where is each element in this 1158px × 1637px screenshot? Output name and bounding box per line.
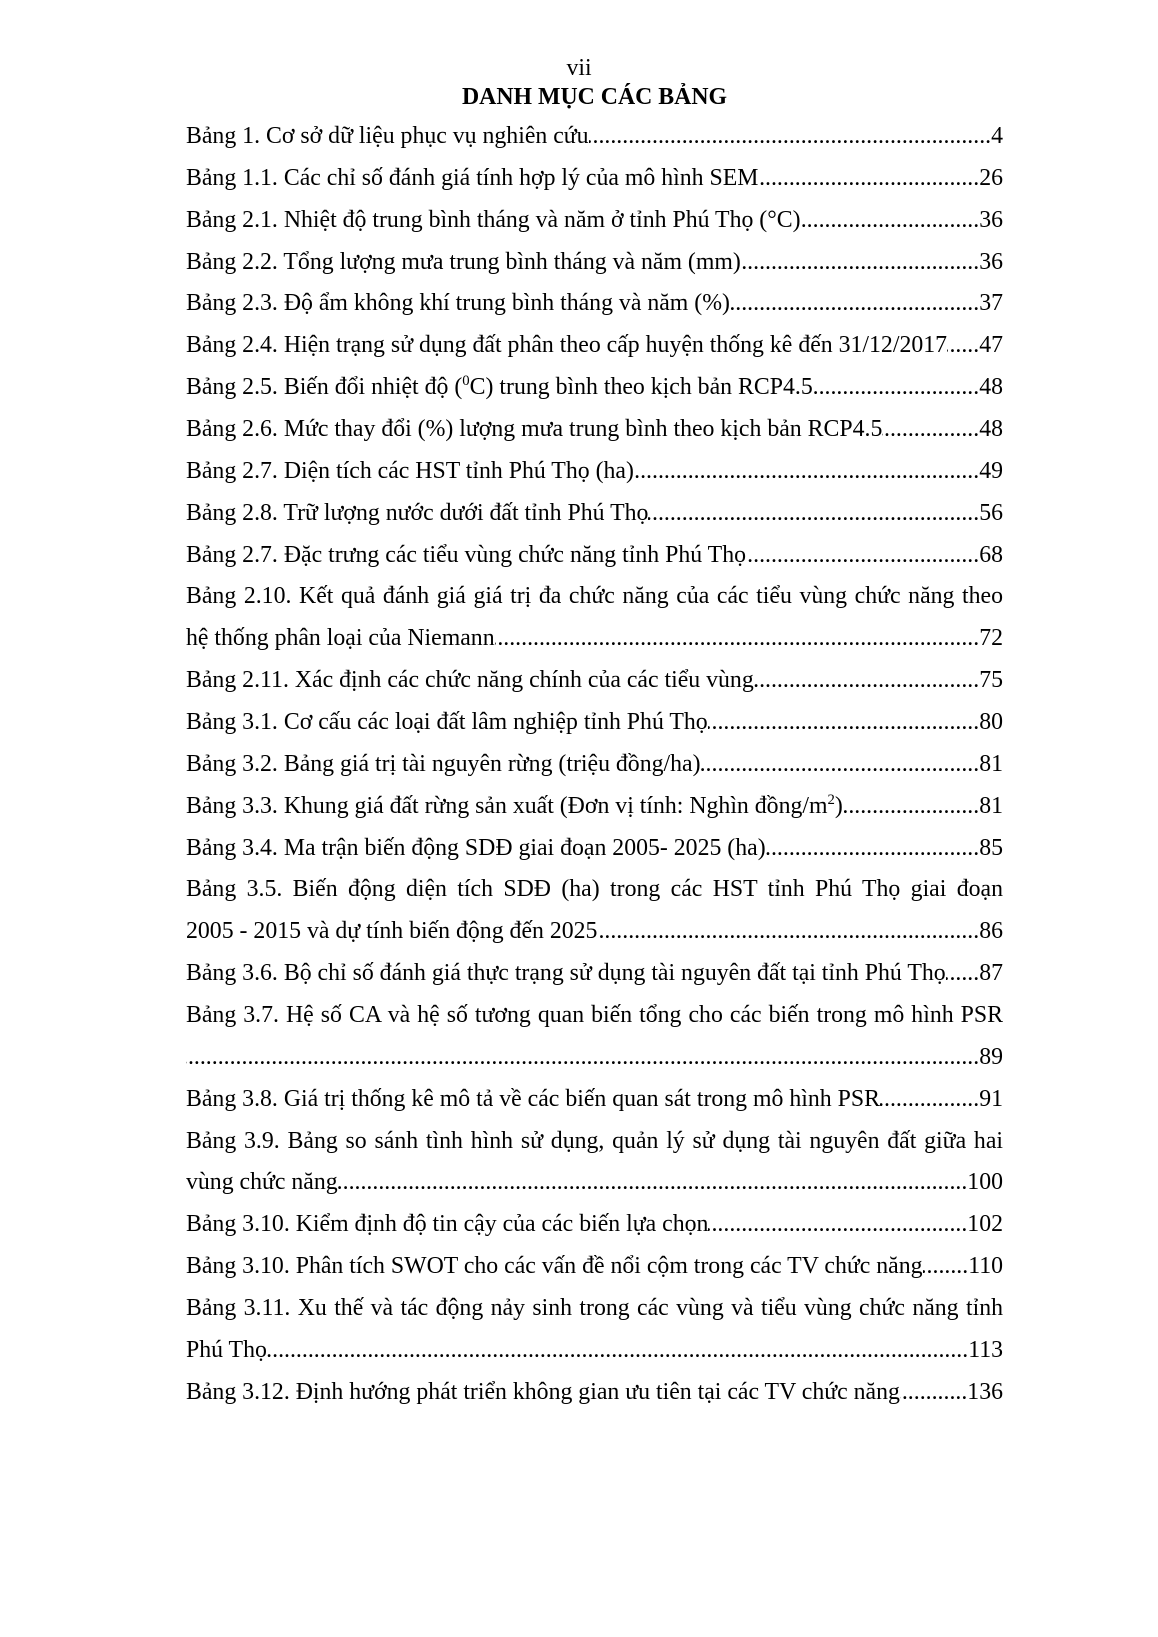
superscript: 2 <box>827 791 835 808</box>
entry-line <box>186 576 1003 618</box>
entry-line <box>186 409 1003 451</box>
toc-entry <box>186 1288 1003 1372</box>
entry-title-text <box>186 1372 900 1414</box>
entry-title-text <box>186 493 648 535</box>
toc-entry <box>186 325 1003 367</box>
dot-leader <box>801 200 980 242</box>
toc-entry <box>186 869 1003 953</box>
entry-line <box>186 1204 1003 1246</box>
text-segment: 2005 - 2015 và dự tính biến động đến 2025 <box>186 918 598 945</box>
entry-line <box>186 1162 1003 1204</box>
entry-title-text <box>186 283 730 325</box>
text-segment: Bảng 1.1. Các chỉ số đánh giá tính hợp lý của mô hình SEM <box>186 164 759 191</box>
dot-leader <box>843 786 979 828</box>
entry-line <box>186 1288 1003 1330</box>
list-of-tables <box>186 116 1003 1414</box>
entry-line <box>186 116 1003 158</box>
dot-leader <box>708 702 980 744</box>
dot-leader <box>746 535 979 577</box>
toc-entry <box>186 1204 1003 1246</box>
entry-line <box>186 1330 1003 1372</box>
dot-leader <box>880 1079 979 1121</box>
toc-entry <box>186 995 1003 1079</box>
toc-entry <box>186 1121 1003 1205</box>
entry-line <box>186 1246 1003 1288</box>
entry-title-text <box>186 1162 338 1204</box>
toc-entry <box>186 158 1003 200</box>
entry-line <box>186 158 1003 200</box>
text-segment: Bảng 2.1. Nhiệt độ trung bình tháng và năm ở tỉnh Phú Thọ (°C) <box>186 206 801 233</box>
text-segment: ) <box>834 792 843 819</box>
toc-entry <box>186 535 1003 577</box>
toc-entry <box>186 828 1003 870</box>
text-segment: Bảng 1. Cơ sở dữ liệu phục vụ nghiên cứu <box>186 123 589 149</box>
page-title: DANH MỤC CÁC BẢNG <box>461 84 728 110</box>
dot-leader <box>730 283 979 325</box>
entry-title-text <box>186 744 701 786</box>
page-number: 36 <box>979 248 1003 275</box>
entry-line <box>186 200 1003 242</box>
dot-leader <box>754 660 979 702</box>
toc-entry <box>186 242 1003 284</box>
entry-title-text <box>186 1128 1003 1154</box>
toc-entry <box>186 409 1003 451</box>
dot-leader <box>597 911 979 953</box>
toc-entry <box>186 702 1003 744</box>
entry-line <box>186 660 1003 702</box>
entry-title-text <box>186 786 843 828</box>
text-segment: Bảng 3.10. Kiểm định độ tin cậy của các biến lựa chọn <box>186 1211 709 1238</box>
text-segment: Phú Thọ <box>186 1336 267 1363</box>
page-folio: vii <box>566 55 592 81</box>
entry-title-text <box>186 660 754 702</box>
entry-title-text <box>186 535 746 577</box>
entry-line <box>186 869 1003 911</box>
entry-line <box>186 1372 1003 1414</box>
entry-title-text <box>186 200 801 242</box>
page-number: 136 <box>967 1378 1003 1405</box>
text-segment: Bảng 3.5. Biến động diện tích SDĐ (ha) trong các HST tỉnh Phú Thọ giai đoạn <box>186 876 1003 903</box>
entry-title-text <box>186 242 741 284</box>
entry-line <box>186 744 1003 786</box>
toc-entry <box>186 786 1003 828</box>
dot-leader <box>495 618 980 660</box>
entry-title-text <box>186 1204 708 1246</box>
toc-entry <box>186 367 1003 409</box>
toc-entry <box>186 1372 1003 1414</box>
entry-line <box>186 1121 1003 1163</box>
entry-title-text <box>186 702 708 744</box>
text-segment: Bảng 2.5. Biến đổi nhiệt độ ( <box>186 374 463 401</box>
toc-entry <box>186 451 1003 493</box>
page-number: 85 <box>979 834 1003 861</box>
dot-leader <box>708 1204 967 1246</box>
entry-line <box>186 283 1003 325</box>
text-segment: Bảng 2.3. Độ ẩm không khí trung bình tháng và năm (%) <box>186 290 730 317</box>
entry-title-text <box>186 1079 880 1121</box>
page-number: 100 <box>967 1169 1003 1196</box>
toc-entry <box>186 744 1003 786</box>
entry-title-text <box>186 367 813 409</box>
dot-leader <box>267 1330 968 1372</box>
dot-leader <box>766 828 980 870</box>
dot-leader <box>186 1037 979 1079</box>
page-number: 26 <box>979 164 1003 191</box>
superscript: 0 <box>462 373 470 390</box>
text-segment: Bảng 3.6. Bộ chỉ số đánh giá thực trạng sử dụng tài nguyên đất tại tỉnh Phú Thọ <box>186 960 946 987</box>
dot-leader <box>634 451 979 493</box>
toc-entry <box>186 283 1003 325</box>
toc-entry <box>186 493 1003 535</box>
page-number: 37 <box>979 290 1003 317</box>
text-segment: Bảng 2.8. Trữ lượng nước dưới đất tỉnh Phú Thọ <box>186 499 649 526</box>
entry-title-text <box>186 1002 1003 1028</box>
entry-line <box>186 702 1003 744</box>
page-number: 81 <box>979 750 1003 777</box>
entry-line <box>186 451 1003 493</box>
entry-line <box>186 535 1003 577</box>
text-segment: Bảng 3.8. Giá trị thống kê mô tả về các biến quan sát trong mô hình PSR <box>186 1085 880 1112</box>
toc-entry <box>186 576 1003 660</box>
entry-line <box>186 618 1003 660</box>
toc-entry <box>186 200 1003 242</box>
page-number: 113 <box>968 1336 1003 1363</box>
text-segment: Bảng 2.7. Diện tích các HST tỉnh Phú Thọ (ha) <box>186 457 634 484</box>
text-segment: Bảng 3.1. Cơ cấu các loại đất lâm nghiệp tỉnh Phú Thọ <box>186 709 708 736</box>
entry-line <box>186 367 1003 409</box>
text-segment: Bảng 3.10. Phân tích SWOT cho các vấn đề nổi cộm trong các TV chức năng <box>186 1253 923 1280</box>
entry-title-text <box>186 451 634 493</box>
page-number: 68 <box>979 541 1003 568</box>
entry-title-text <box>186 158 758 200</box>
entry-line <box>186 911 1003 953</box>
page-number: 49 <box>979 457 1003 484</box>
entry-title-text <box>186 953 946 995</box>
page-number: 102 <box>967 1211 1003 1238</box>
text-segment: Bảng 2.6. Mức thay đổi (%) lượng mưa trung bình theo kịch bản RCP4.5 <box>186 416 883 443</box>
entry-line <box>186 1037 1003 1079</box>
entry-line <box>186 786 1003 828</box>
entry-line <box>186 242 1003 284</box>
page-number: 89 <box>979 1043 1003 1070</box>
dot-leader <box>813 367 979 409</box>
page-number: 72 <box>979 625 1003 652</box>
entry-title-text <box>186 911 597 953</box>
page-number: 87 <box>979 960 1003 987</box>
entry-line <box>186 953 1003 995</box>
page-number: 56 <box>979 499 1003 526</box>
text-segment: Bảng 3.7. Hệ số CA và hệ số tương quan biến tổng cho các biến trong mô hình PSR <box>186 1002 1003 1029</box>
dot-leader <box>758 158 979 200</box>
page-number: 4 <box>991 123 1003 149</box>
toc-entry <box>186 116 1003 158</box>
dot-leader <box>882 409 979 451</box>
dot-leader <box>648 493 979 535</box>
page-number: 110 <box>968 1253 1003 1280</box>
toc-entry <box>186 1246 1003 1288</box>
page-number: 48 <box>979 374 1003 401</box>
entry-title-text <box>186 116 589 158</box>
page-number: 36 <box>979 206 1003 233</box>
entry-title-text <box>186 1295 1003 1321</box>
entry-title-text <box>186 1330 267 1372</box>
text-segment: Bảng 2.4. Hiện trạng sử dụng đất phân theo cấp huyện thống kê đến 31/12/2017 <box>186 332 948 359</box>
text-segment: Bảng 2.11. Xác định các chức năng chính của các tiểu vùng <box>186 667 754 694</box>
text-segment: Bảng 3.12. Định hướng phát triển không gian ưu tiên tại các TV chức năng <box>186 1378 900 1405</box>
entry-title-text <box>186 618 495 660</box>
entry-title-text <box>186 583 1003 609</box>
text-segment: Bảng 3.3. Khung giá đất rừng sản xuất (Đơn vị tính: Nghìn đồng/m <box>186 792 828 819</box>
dot-leader <box>589 116 992 158</box>
page-number: 47 <box>979 332 1003 359</box>
page-number: 86 <box>979 918 1003 945</box>
dot-leader <box>338 1162 968 1204</box>
text-segment: Bảng 2.2. Tổng lượng mưa trung bình tháng và năm (mm) <box>186 248 741 275</box>
entry-line <box>186 828 1003 870</box>
dot-leader <box>946 953 980 995</box>
page-number: 48 <box>979 416 1003 443</box>
entry-title-text <box>186 325 947 367</box>
entry-line <box>186 1079 1003 1121</box>
dot-leader <box>900 1372 967 1414</box>
text-segment: Bảng 3.2. Bảng giá trị tài nguyên rừng (triệu đồng/ha) <box>186 750 701 777</box>
toc-entry <box>186 1079 1003 1121</box>
toc-entry <box>186 953 1003 995</box>
entry-title-text <box>186 828 766 870</box>
page-number: 75 <box>979 667 1003 694</box>
dot-leader <box>923 1246 969 1288</box>
entry-line <box>186 493 1003 535</box>
dot-leader <box>701 744 980 786</box>
text-segment: hệ thống phân loại của Niemann <box>186 625 495 652</box>
text-segment: vùng chức năng <box>186 1169 338 1196</box>
entry-line <box>186 995 1003 1037</box>
dot-leader <box>741 242 979 284</box>
entry-line <box>186 325 1003 367</box>
entry-title-text <box>186 876 1003 902</box>
dot-leader <box>947 325 979 367</box>
page-number: 80 <box>979 709 1003 736</box>
page-number: 81 <box>979 792 1003 819</box>
text-segment: Bảng 3.11. Xu thế và tác động nảy sinh trong các vùng và tiểu vùng chức năng tỉnh <box>186 1295 1003 1322</box>
text-segment: Bảng 3.9. Bảng so sánh tình hình sử dụng, quản lý sử dụng tài nguyên đất giữa hai <box>186 1127 1003 1154</box>
toc-entry <box>186 660 1003 702</box>
entry-title-text <box>186 409 882 451</box>
entry-title-text <box>186 1246 923 1288</box>
text-segment: Bảng 2.7. Đặc trưng các tiểu vùng chức năng tỉnh Phú Thọ <box>186 541 747 568</box>
text-segment: Bảng 3.4. Ma trận biến động SDĐ giai đoạn 2005- 2025 (ha) <box>186 834 766 861</box>
text-segment: C) trung bình theo kịch bản RCP4.5 <box>469 374 813 401</box>
page-number: 91 <box>979 1085 1003 1112</box>
text-segment: Bảng 2.10. Kết quả đánh giá giá trị đa chức năng của các tiểu vùng chức năng theo <box>186 583 1003 610</box>
